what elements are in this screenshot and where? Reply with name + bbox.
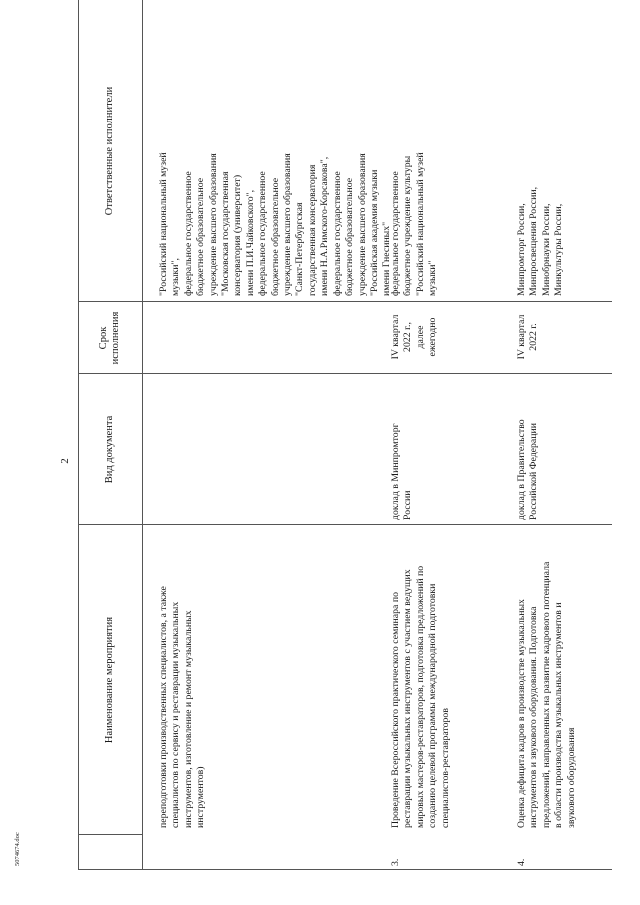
row-3-document-type: доклад в Минпромторг России [390,423,414,520]
header-responsible: Ответственные исполнители [104,86,115,216]
header-document-type: Вид документа [104,415,115,484]
activities-table [78,0,618,870]
column-divider-term [78,373,612,374]
table-border-left [78,869,612,870]
row-continuation-name: переподготовки производственных специалистов, а также специалистов по сервису и реставрации музыкальных инструментов, изготовление и ремонт музыкальных инструментов) [158,586,207,828]
footer-file-code: 5074674.doc [14,832,21,866]
row-4-deadline: IV квартал 2022 г. [516,314,540,360]
row-4-document-type: доклад в Правительство Российской Федерации [516,419,540,520]
row-4-responsible: Минпромторг России, Минпросвещения России, Минобрнауки России, Минкультуры России, [516,186,565,296]
header-activity-name: Наименование мероприятия [104,616,115,744]
row-continuation-responsible: "Российский национальный музей музыки", федеральное государственное бюджетное образовательное учреждение высшего образования "Московская государственная консерватория (университет) имени П.И.Чайковского", федеральное государственное бюджетное образовательное учреждение высшего образования "Санкт-Петербургская государственная консерватория имени Н.А.Римского-Корсакова", федеральное государственное бюджетное образовательное учреждение высшего образования "Российская академия музыки имени Гнесиных" [158,152,393,296]
row-3-number: 3. [390,858,401,866]
header-deadline: Срок исполнения [98,311,121,365]
row-3-responsible: федеральное государственное бюджетное учреждение культуры "Российский национальный музей музыки" [390,152,439,296]
row-4-number: 4. [516,858,527,866]
page-number: 2 [58,458,71,464]
column-divider-resp [78,301,612,302]
row-4-name: Оценка дефицита кадров в производстве музыкальных инструментов и звукового оборудования. Подготовка предложений, направленных на развитие кадрового потенциала в области производства музыкальных инструментов и звукового оборудования [516,561,577,828]
header-divider [142,0,143,870]
column-divider-doc [78,524,612,525]
row-3-name: Проведение Всероссийского практического семинара по реставрации музыкальных инструментов с участием ведущих мировых мастеров-реставраторов, подготовка предложений по созданию целевой программы международной подготовки специалистов-реставраторов [390,565,451,828]
row-3-deadline: IV квартал 2022 г., далее ежегодно [390,314,439,360]
